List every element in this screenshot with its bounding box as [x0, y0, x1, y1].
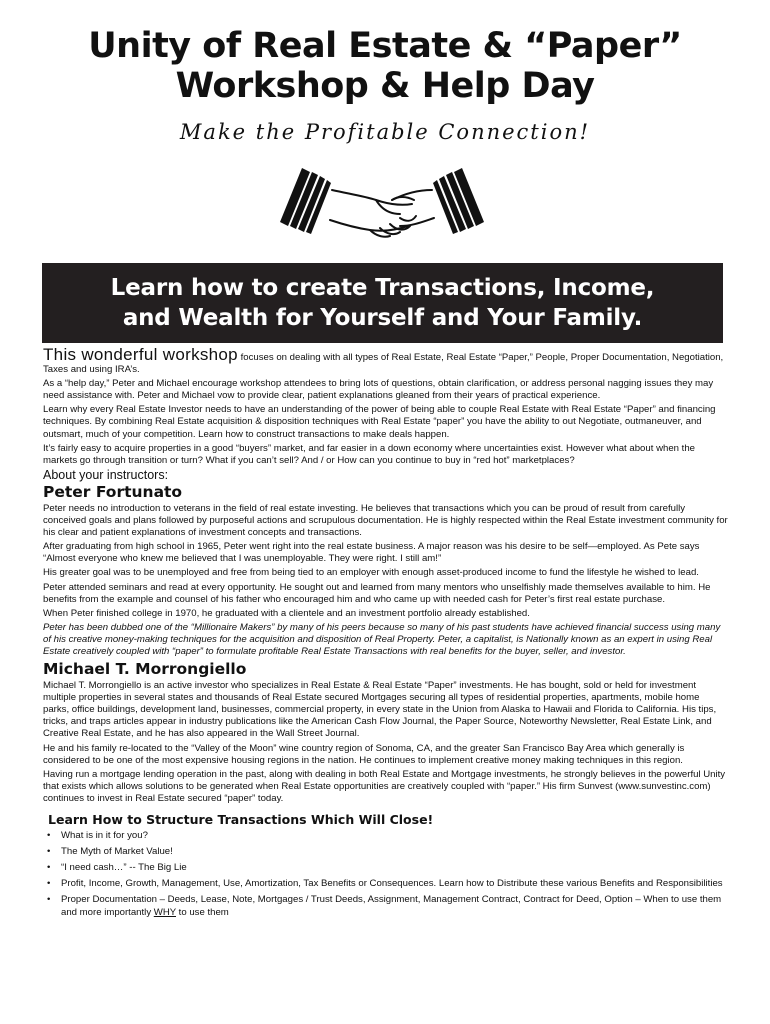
- michael-paragraph-1: Michael T. Morrongiello is an active investor who specializes in Real Estate & Real Estate “Paper” investments. He has bought, sold or held for investment multiple properties in several states and thousands of Real Estate secured Mortgages securing all types of residential properties, apartments, mobile home parks, office buildings, development land, businesses, commercial property, in every state in the Union from Alaska to Hawaii and Florida to California. His tips, tricks, and traps articles appear in industry publications like the American Cash Flow Journal, the Paper Source, Noteworthy Newsletter, Real Estate Link, and Creative Real Estate, and he has also appeared in the Wall Street Journal.: [43, 680, 717, 740]
- structure-list: [43, 830, 728, 919]
- list-item: • What is in it for you?: [47, 830, 148, 842]
- bullet-icon: •: [47, 830, 51, 842]
- instructor-name-michael: Michael T. Morrongiello: [43, 660, 247, 679]
- page-title: [0, 26, 770, 106]
- michael-paragraph-3: Having run a mortgage lending operation in the past, along with dealing in both Real Estate and Mortgage investments, he strongly believes in the powerful Unity that exists which allows solutions to be generated when Real Estate opportunities are creatively coupled with “paper.” His firm Sunvest (www.sunvestinc.com) continues to invest in Real Estate secured “paper” today.: [43, 768, 726, 804]
- banner-line-1: Learn how to create Transactions, Income,: [110, 275, 655, 301]
- structure-heading: Learn How to Structure Transactions Which Will Close!: [48, 812, 434, 827]
- intro-lead: This wonderful workshop: [43, 345, 238, 364]
- tagline: Make the Profitable Connection!: [179, 120, 591, 144]
- peter-paragraph-4: Peter attended seminars and read at every opportunity. He sought out and learned from many mentors who unselfishly made themselves available to him. He benefits from the example and counsel of his father who encouraged him and who came up with needed cash for Peter’s first real estate purchase.: [43, 581, 711, 605]
- emphasis-why: WHY: [153, 906, 176, 918]
- intro-paragraph-1-text: focuses on dealing with all types of Real Estate, Real Estate “Paper,” People, Proper Documentation, Negotiation, Taxes and using IRA’s.: [43, 352, 724, 376]
- peter-quote: Peter has been dubbed one of the “Millionaire Makers” by many of his peers because so many of his past students have achieved financial success using many of his creative money-making techniques for the acquisition and disposition of Real Property. Peter, a capitalist, is Nationally known as an expert in using Real Estate creatively coupled with “paper” to formulate profitable Real Estate Transactions with real benefits for the buyer, seller, and investor.: [43, 621, 721, 657]
- handshake-icon: [272, 160, 492, 250]
- instructor-name-peter: Peter Fortunato: [43, 482, 183, 501]
- banner-line-2: and Wealth for Yourself and Your Family.: [122, 305, 643, 331]
- peter-paragraph-5: When Peter finished college in 1970, he graduated with a clientele and an investment portfolio already established.: [43, 607, 530, 619]
- michael-paragraph-2: He and his family re-located to the “Valley of the Moon” wine country region of Sonoma, CA, and the greater San Francisco Bay Area which generally is considered to be one of the most expensive housing regions in the nation. He continues to implement creative money making techniques in this region.: [43, 742, 685, 766]
- title-line-1: Unity of Real Estate & “Paper”: [88, 26, 682, 66]
- intro-paragraph-4: It’s fairly easy to acquire properties in a good “buyers” market, and far easier in a down economy where uncertainties exist. However what about when the markets go through transition or turn? What if you can’t sell? And / or How can you continue to buy in “red hot” marketplaces?: [43, 442, 696, 466]
- list-item: • Proper Documentation – Deeds, Lease, Note, Mortgages / Trust Deeds, Assignment, Management Contract, Contract for Deed, Option – When to use them and more importantly WHY to use them: [47, 894, 722, 918]
- instructors-label: About your instructors:: [43, 467, 169, 482]
- bullet-icon: •: [47, 862, 51, 874]
- intro-paragraph-3: Learn why every Real Estate Investor needs to have an understanding of the power of being able to couple Real Estate with Real Estate “Paper” and financing techniques. By combining Real Estate acquisition & disposition techniques with Real Estate “paper” you have the ability to out Negotiate, outmaneuver, and outsmart, much of your competition. Learn how to construct transactions to make deals happen.: [43, 404, 716, 440]
- peter-paragraph-3: His greater goal was to be unemployed and free from being tied to an employer with enough asset-produced income to fund the lifestyle he wished to lead.: [43, 567, 699, 579]
- list-item: • The Myth of Market Value!: [47, 846, 173, 858]
- list-item: • Profit, Income, Growth, Management, Use, Amortization, Tax Benefits or Consequences. Learn how to Distribute these various Benefits and Responsibilities: [47, 878, 723, 890]
- body-content: [43, 346, 728, 923]
- bullet-icon: •: [47, 846, 51, 858]
- title-line-2: Workshop & Help Day: [175, 66, 595, 106]
- intro-paragraph-2: As a “help day,” Peter and Michael encourage workshop attendees to bring lots of questions, obtain clarification, or address personal nagging issues they may need assistance with. Peter and Michael vow to provide clear, patient explanations gleaned from their years of practical experience.: [43, 378, 714, 402]
- peter-paragraph-1: Peter needs no introduction to veterans in the field of real estate investing. He believes that transactions which you can be proud of result from carefully conceived goals and plans followed by purposeful actions and scrupulous documentation. He is highly respected within the Real Estate investment community for his clear and patient explanations of investment concepts and transactions.: [43, 502, 728, 539]
- bullet-icon: •: [47, 878, 51, 890]
- peter-paragraph-2: After graduating from high school in 1965, Peter went right into the real estate business. A major reason was his desire to be self—employed. As Pete says “Almost everyone who knew me believed that I was unemployable. They were right. I still am!”: [43, 541, 700, 565]
- headline-banner: [42, 263, 723, 343]
- intro-paragraph-1: [43, 346, 728, 376]
- bullet-icon: •: [47, 894, 51, 906]
- list-item: • “I need cash…” -- The Big Lie: [47, 862, 187, 874]
